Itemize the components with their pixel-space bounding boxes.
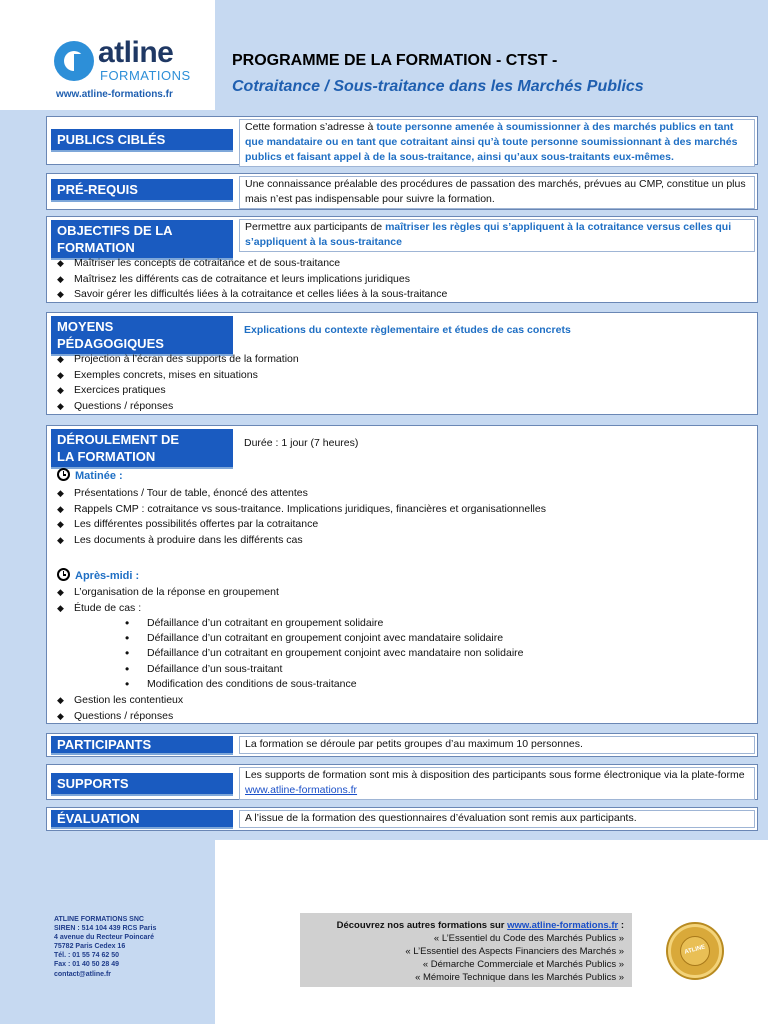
highlight-text: Explications du contexte règlementaire et études de cas concrets <box>244 324 571 336</box>
section-intro: Une connaissance préalable des procédures de passation des marchés, prévues au CMP, constitue un plus mais n’est pas indispensable pour suivre la formation. <box>239 176 755 209</box>
morning-heading: Matinée : <box>57 466 123 484</box>
company-info: ATLINE FORMATIONS SNC SIREN : 514 104 439 RCS Paris 4 avenue du Recteur Poincaré 75782 Paris Cedex 16 Tél. : 01 55 74 62 50 Fax : 01 40 50 28 49 contact@atline.fr <box>54 916 157 978</box>
list-item: • Défaillance d’un cotraitant en groupement conjoint avec mandataire solidaire <box>57 631 753 646</box>
list-item: ◆ L’organisation de la réponse en groupement <box>57 585 753 601</box>
section-label: MOYENS PÉDAGOGIQUES <box>51 316 233 356</box>
list-item: • Défaillance d’un cotraitant en groupement solidaire <box>57 616 753 631</box>
logo-a-icon <box>74 54 88 72</box>
section-participants <box>46 733 758 757</box>
section-moyens <box>46 312 758 415</box>
list-item: « L’Essentiel du Code des Marchés Publics » <box>433 933 624 944</box>
section-label: ÉVALUATION <box>51 810 233 829</box>
list-item: • Modification des conditions de sous-traitance <box>57 677 753 692</box>
section-intro: A l’issue de la formation des questionnaires d’évaluation sont remis aux participants. <box>239 810 755 828</box>
section-label: PRÉ-REQUIS <box>51 179 233 202</box>
page-title: PROGRAMME DE LA FORMATION - CTST - <box>232 52 558 69</box>
promo-link[interactable]: www.atline-formations.fr <box>507 920 619 931</box>
list-item: ◆ Étude de cas : <box>57 601 753 617</box>
clock-icon <box>57 468 70 481</box>
list-item: ◆ Exemples concrets, mises en situations <box>57 368 753 384</box>
list-item: • Défaillance d’un sous-traitant <box>57 662 753 677</box>
atline-logo <box>54 38 194 88</box>
section-prerequis <box>46 173 758 210</box>
list-item: • Défaillance d’un cotraitant en groupement conjoint avec mandataire non solidaire <box>57 646 753 661</box>
clock-icon <box>57 568 70 581</box>
section-label: DÉROULEMENT DE LA FORMATION <box>51 429 233 469</box>
logo-area <box>0 0 215 110</box>
list-item: ◆ Les différentes possibilités offertes par la cotraitance <box>57 517 753 533</box>
platform-link[interactable]: www.atline-formations.fr <box>245 784 358 796</box>
objectifs-list <box>57 256 753 303</box>
list-item: ◆ Projection à l’écran des supports de la formation <box>57 352 753 368</box>
site-url-link[interactable]: www.atline-formations.fr <box>56 89 173 100</box>
list-item: ◆ Exercices pratiques <box>57 383 753 399</box>
list-item: ◆ Questions / réponses <box>57 709 753 725</box>
highlight-text: maîtriser les règles qui s’appliquent à la cotraitance versus celles qui s’appliquent à la sous-traitance <box>245 221 732 248</box>
page-subtitle: Cotraitance / Sous-traitance dans les Marchés Publics <box>232 78 644 95</box>
highlight-text: toute personne amenée à soumissionner à des marchés publics en tant que mandataire ou en tant que cotraitant ainsi qu’à toute personne soumissionnant à des marchés publics et faisant appel à de la sous-traitance, ainsi qu’aux sous-traitants eux-mêmes. <box>245 121 738 163</box>
section-intro: Cette formation s’adresse à toute personne amenée à soumissionner à des marchés publics en tant que mandataire ou en tant que cotraitant ainsi qu’à toute personne soumissionnant à des marchés publics et faisant appel à de la sous-traitance, ainsi qu’aux sous-traitants eux-mêmes. <box>239 119 755 167</box>
section-intro: Les supports de formation sont mis à disposition des participants sous forme électronique via la plate-forme www.atline-formations.fr <box>239 767 755 800</box>
logo-subtitle: FORMATIONS <box>100 68 191 83</box>
section-label: SUPPORTS <box>51 773 233 796</box>
section-deroulement <box>46 425 758 724</box>
list-item: ◆ Maîtriser les concepts de cotraitance et de sous-traitance <box>57 256 753 272</box>
moyens-list <box>57 352 753 414</box>
section-intro: Permettre aux participants de maîtriser les règles qui s’appliquent à la cotraitance versus celles qui s’appliquent à la sous-traitance <box>239 219 755 252</box>
section-publics <box>46 116 758 165</box>
duration-text: Durée : 1 jour (7 heures) <box>239 436 755 452</box>
section-intro <box>239 323 755 339</box>
other-trainings-box: Découvrez nos autres formations sur www.atline-formations.fr : « L’Essentiel du Code des Marchés Publics » « L’Essentiel des Aspects Financiers des Marchés » « Démarche Commerciale et Marchés Publics » « Mémoire Technique dans les Marchés Publics » <box>300 913 632 987</box>
list-item: ◆ Savoir gérer les difficultés liées à la cotraitance et celles liées à la sous-traitance <box>57 287 753 303</box>
section-objectifs <box>46 216 758 303</box>
section-label: PUBLICS CIBLÉS <box>51 129 233 152</box>
section-intro: La formation se déroule par petits groupes d’au maximum 10 personnes. <box>239 736 755 754</box>
final-list <box>57 693 753 724</box>
list-item: ◆ Questions / réponses <box>57 399 753 415</box>
list-item: ◆ Les documents à produire dans les différents cas <box>57 533 753 549</box>
afternoon-heading: Après-midi : <box>57 566 139 584</box>
list-item: ◆ Rappels CMP : cotraitance vs sous-traitance. Implications juridiques, financières et organisationnelles <box>57 502 753 518</box>
section-label: PARTICIPANTS <box>51 736 233 755</box>
list-item: « Mémoire Technique dans les Marchés Publics » <box>415 972 624 983</box>
afternoon-list <box>57 585 753 616</box>
morning-list <box>57 486 753 548</box>
contact-email[interactable]: contact@atline.fr <box>54 970 112 978</box>
list-item: « L’Essentiel des Aspects Financiers des Marchés » <box>405 946 624 957</box>
section-supports <box>46 764 758 800</box>
list-item: ◆ Maîtrisez les différents cas de cotraitance et leurs implications juridiques <box>57 272 753 288</box>
list-item: ◆ Présentations / Tour de table, énoncé des attentes <box>57 486 753 502</box>
quality-seal-icon: ATLINE <box>668 924 722 978</box>
case-study-list <box>57 616 753 692</box>
section-evaluation <box>46 807 758 831</box>
list-item: « Démarche Commerciale et Marchés Publics » <box>422 959 624 970</box>
section-label: OBJECTIFS DE LA FORMATION <box>51 220 233 260</box>
list-item: ◆ Gestion les contentieux <box>57 693 753 709</box>
logo-name: atline <box>98 36 174 69</box>
